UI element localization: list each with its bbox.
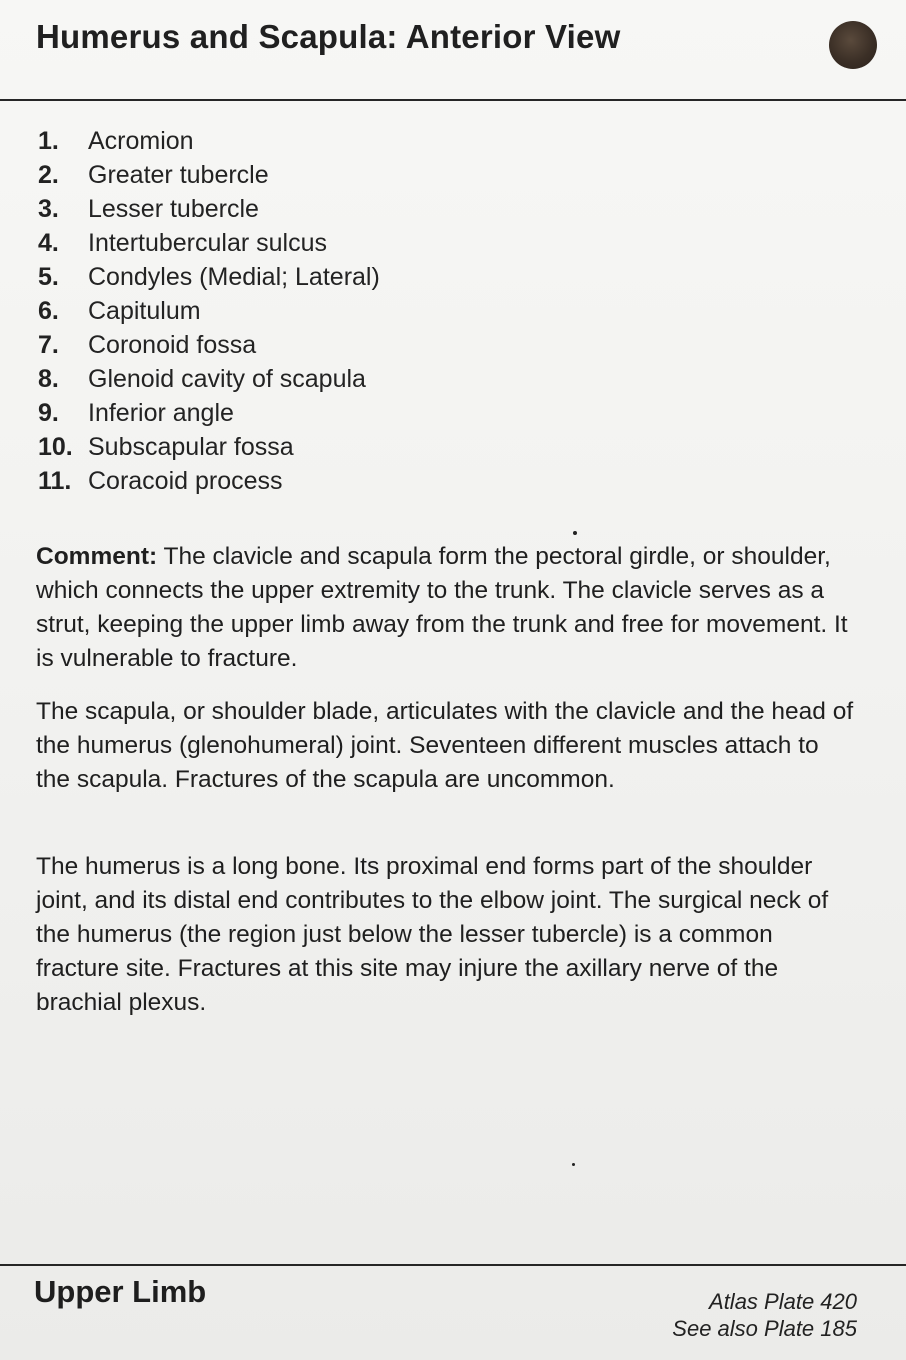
list-item <box>38 192 380 226</box>
item-label: Intertubercular sulcus <box>88 229 328 257</box>
item-label: Coronoid fossa <box>88 331 257 359</box>
item-number: 6. <box>38 297 59 325</box>
item-label: Acromion <box>88 127 194 155</box>
header-divider <box>0 99 906 101</box>
item-number: 10. <box>38 433 73 461</box>
comment-text: The clavicle and scapula form the pectoral girdle, or shoulder, which connects the upper extremity to the trunk. The clavicle serves as a strut, keeping the upper limb away from the trunk and free for movement. It is vulnerable to fracture. <box>36 543 848 672</box>
print-speck <box>573 531 577 535</box>
section-title: Upper Limb <box>34 1274 207 1309</box>
item-number: 1. <box>38 127 59 155</box>
page-title: Humerus and Scapula: Anterior View <box>36 18 621 55</box>
item-number: 3. <box>38 195 59 223</box>
print-speck <box>572 1163 575 1166</box>
item-label: Condyles (Medial; Lateral) <box>88 263 380 291</box>
item-label: Coracoid process <box>88 467 283 495</box>
list-item <box>38 226 380 260</box>
item-label: Capitulum <box>88 297 201 325</box>
item-label: Glenoid cavity of scapula <box>88 365 366 393</box>
comment-paragraph-2: The scapula, or shoulder blade, articulates with the clavicle and the head of the humerus (glenohumeral) joint. Seventeen different muscles attach to the scapula. Fractures of the scapula are uncommon. <box>36 698 854 793</box>
item-label: Lesser tubercle <box>88 195 259 223</box>
item-number: 9. <box>38 399 59 427</box>
item-label: Greater tubercle <box>88 161 269 189</box>
item-label: Subscapular fossa <box>88 433 294 461</box>
list-item <box>38 260 380 294</box>
list-item <box>38 362 380 396</box>
list-item <box>38 430 380 464</box>
list-item <box>38 464 380 498</box>
list-item <box>38 328 380 362</box>
item-number: 5. <box>38 263 59 291</box>
footer-divider <box>0 1264 906 1266</box>
item-number: 11. <box>38 467 72 495</box>
comment-paragraph-1 <box>36 540 856 676</box>
comment-label: Comment: <box>36 543 158 570</box>
item-label: Inferior angle <box>88 399 234 427</box>
item-number: 7. <box>38 331 59 359</box>
comment-paragraph-3: The humerus is a long bone. Its proximal end forms part of the shoulder joint, and its distal end contributes to the elbow joint. The surgical neck of the humerus (the region just below the lesser tubercle) is a common fracture site. Fractures at this site may injure the axillary nerve of the brachial plexus. <box>36 853 829 1016</box>
list-item <box>38 124 380 158</box>
item-number: 2. <box>38 161 59 189</box>
structure-list <box>38 124 380 498</box>
see-also-plate-ref: See also Plate 185 <box>672 1316 857 1341</box>
plate-references <box>672 1288 857 1342</box>
item-number: 4. <box>38 229 59 257</box>
item-number: 8. <box>38 365 59 393</box>
atlas-plate-ref: Atlas Plate 420 <box>709 1289 857 1314</box>
list-item <box>38 396 380 430</box>
list-item <box>38 294 380 328</box>
section-tab-marker <box>829 21 877 69</box>
list-item <box>38 158 380 192</box>
